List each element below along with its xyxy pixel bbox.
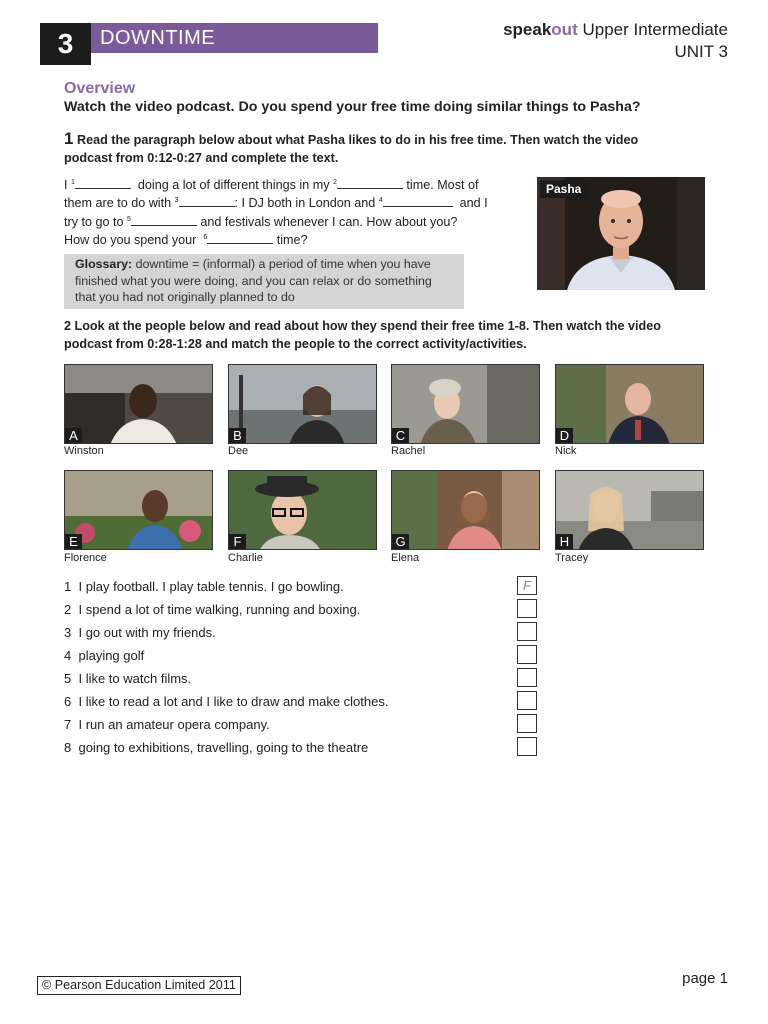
glossary-box: Glossary: downtime = (informal) a period of time when you have finished what you were doing, and you can relax or do something that you had not originally planned to do [64,254,464,309]
photo-rachel [391,364,540,444]
task1-instructions: 1 Read the paragraph below about what Pasha likes to do in his free time. Then watch the video podcast from 0:12-0:27 and complete the text. [64,129,639,165]
photo-letter: C [392,428,409,443]
photo-letter: F [229,534,246,549]
pasha-label: Pasha [540,180,587,198]
level-label: Upper Intermediate [582,20,728,39]
answer-box[interactable]: F [517,576,537,595]
gap-5[interactable] [131,214,197,226]
brand-block [503,20,728,62]
unit-label: UNIT 3 [674,42,728,61]
unit-title: DOWNTIME [91,23,378,53]
answer-box[interactable] [517,668,537,687]
photo-letter: A [65,428,82,443]
person-name: Nick [555,445,577,457]
photo-nick [555,364,704,444]
answer-box[interactable] [517,599,537,618]
gap-6[interactable] [207,232,273,244]
unit-number: 3 [40,23,91,65]
gap-2[interactable] [337,177,403,189]
activity-item: 2 I spend a lot of time walking, running and boxing. [64,602,361,617]
person-name: Rachel [391,445,426,457]
activity-item: 7 I run an amateur opera company. [64,717,270,732]
photo-winston [64,364,213,444]
photo-florence [64,470,213,550]
person-name: Elena [391,552,420,564]
answer-box[interactable] [517,714,537,733]
activity-item: 5 I like to watch films. [64,671,192,686]
activity-item: 6 I like to read a lot and I like to draw and make clothes. [64,694,389,709]
gap-fill-paragraph: I $^1$ doing a lot of different things in my $^2$ time. Most of them are to do with $^3$ : I DJ both in London and $^4$ and I try to go to $^5$ and festivals whenever I can. How about you? How do you spend your $^6$ time? [64,178,488,248]
person-name: Florence [64,552,107,564]
page-number: page 1 [682,970,728,987]
gap-1[interactable] [75,177,131,189]
glossary-label: Glossary: [75,257,133,271]
photo-letter: H [556,534,573,549]
answer-box[interactable] [517,691,537,710]
person-name: Charlie [228,552,263,564]
activity-item: 3 I go out with my friends. [64,625,216,640]
speakout-logo: speakout [503,20,578,39]
photo-letter: B [229,428,246,443]
person-name: Winston [64,445,104,457]
photo-letter: G [392,534,409,549]
gap-4[interactable] [383,195,453,207]
photo-dee [228,364,377,444]
answer-box[interactable] [517,737,537,756]
task2-instructions: 2 Look at the people below and read about how they spend their free time 1-8. Then watch the video podcast from 0:28-1:28 and match the people to the correct activity/activities. [64,319,661,351]
activity-item: 1 I play football. I play table tennis. I go bowling. [64,579,344,594]
answer-box[interactable] [517,622,537,641]
gap-3[interactable] [179,195,235,207]
copyright-notice: © Pearson Education Limited 2011 [37,976,241,995]
photo-letter: D [556,428,573,443]
person-name: Tracey [555,552,589,564]
photo-elena [391,470,540,550]
activity-item: 8 going to exhibitions, travelling, going to the theatre [64,740,369,755]
person-name: Dee [228,445,249,457]
overview-heading: Overview [64,80,136,97]
photo-tracey [555,470,704,550]
overview-intro: Watch the video podcast. Do you spend your free time doing similar things to Pasha? [64,99,641,115]
photo-letter: E [65,534,82,549]
activity-item: 4 playing golf [64,648,145,663]
answer-box[interactable] [517,645,537,664]
photo-charlie [228,470,377,550]
